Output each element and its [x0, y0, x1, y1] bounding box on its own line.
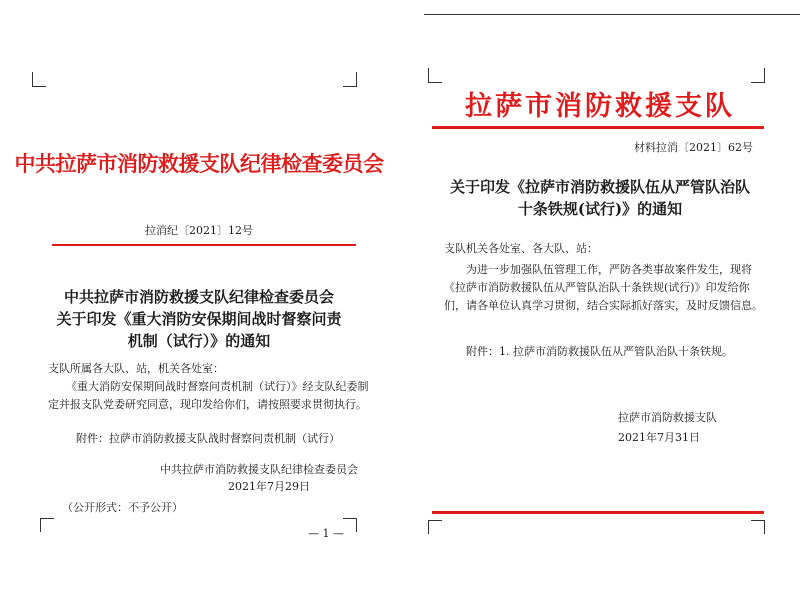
- crop-mark: [40, 518, 54, 519]
- attachment-line: 附件：1. 拉萨市消防救援队伍从严管队治队十条铁规。: [466, 345, 733, 358]
- top-border-line: [424, 14, 800, 15]
- crop-mark: [32, 72, 33, 86]
- red-footer-line: [432, 511, 764, 514]
- notice-title-line-1: 中共拉萨市消防救援支队纪律检查委员会: [63, 288, 334, 306]
- body-line-1: 为进一步加强队伍管理工作，严防各类事故案件发生，现将: [466, 263, 752, 276]
- crop-mark: [428, 520, 442, 521]
- red-header-title: 中共拉萨市消防救援支队纪律检查委员会: [14, 151, 384, 176]
- crop-mark: [32, 86, 46, 87]
- crop-mark: [428, 520, 429, 534]
- crop-mark: [764, 68, 765, 82]
- body-line-3: 们，请各单位认真学习贯彻，结合实际抓好落实，及时反馈信息。: [444, 299, 763, 312]
- attachment-line: 附件：拉萨市消防救援支队战时督察问责机制（试行）: [76, 432, 340, 445]
- issue-date: 2021年7月31日: [618, 431, 700, 444]
- red-header-title: 拉萨市消防救援支队: [465, 91, 735, 122]
- crop-mark: [356, 518, 357, 532]
- crop-mark: [40, 518, 41, 532]
- issuer-signature: 中共拉萨市消防救援支队纪律检查委员会: [160, 463, 358, 476]
- document-number: 拉消纪〔2021〕12号: [145, 224, 253, 237]
- crop-mark: [751, 82, 765, 83]
- crop-mark: [356, 72, 357, 86]
- issue-date: 2021年7月29日: [228, 480, 310, 493]
- red-separator-line: [52, 244, 356, 246]
- crop-mark: [343, 518, 357, 519]
- salutation: 支队所属各大队、站，机关各处室：: [48, 362, 224, 375]
- crop-mark: [751, 520, 765, 521]
- body-line-1: 《重大消防安保期间战时督察问责机制（试行）》经支队纪委制: [66, 380, 369, 393]
- notice-title-line-3: 机制（试行）》的通知: [127, 332, 271, 350]
- disclosure-note: （公开形式：不予公开）: [62, 501, 183, 514]
- body-line-2: 《拉萨市消防救援队伍从严管队治队十条铁规(试行)》印发给你: [444, 281, 750, 294]
- notice-title-line-1: 关于印发《拉萨市消防救援队伍从严管队治队: [449, 178, 750, 196]
- red-separator-line: [432, 126, 764, 129]
- left-document-page: [4, 0, 394, 592]
- right-document-page: [404, 0, 796, 592]
- crop-mark: [428, 82, 442, 83]
- page-number: — 1 —: [308, 527, 344, 540]
- issuer-signature: 拉萨市消防救援支队: [618, 411, 717, 424]
- crop-mark: [343, 86, 357, 87]
- salutation: 支队机关各处室、各大队、站：: [444, 242, 598, 255]
- notice-title-line-2: 关于印发《重大消防安保期间战时督察问责: [56, 310, 342, 328]
- notice-title-line-2: 十条铁规(试行)》的通知: [517, 200, 683, 218]
- crop-mark: [764, 520, 765, 534]
- crop-mark: [428, 68, 429, 82]
- document-number: 材料拉消〔2021〕62号: [634, 141, 753, 154]
- body-line-2: 定并报支队党委研究同意，现印发给你们，请按照要求贯彻执行。: [48, 398, 367, 411]
